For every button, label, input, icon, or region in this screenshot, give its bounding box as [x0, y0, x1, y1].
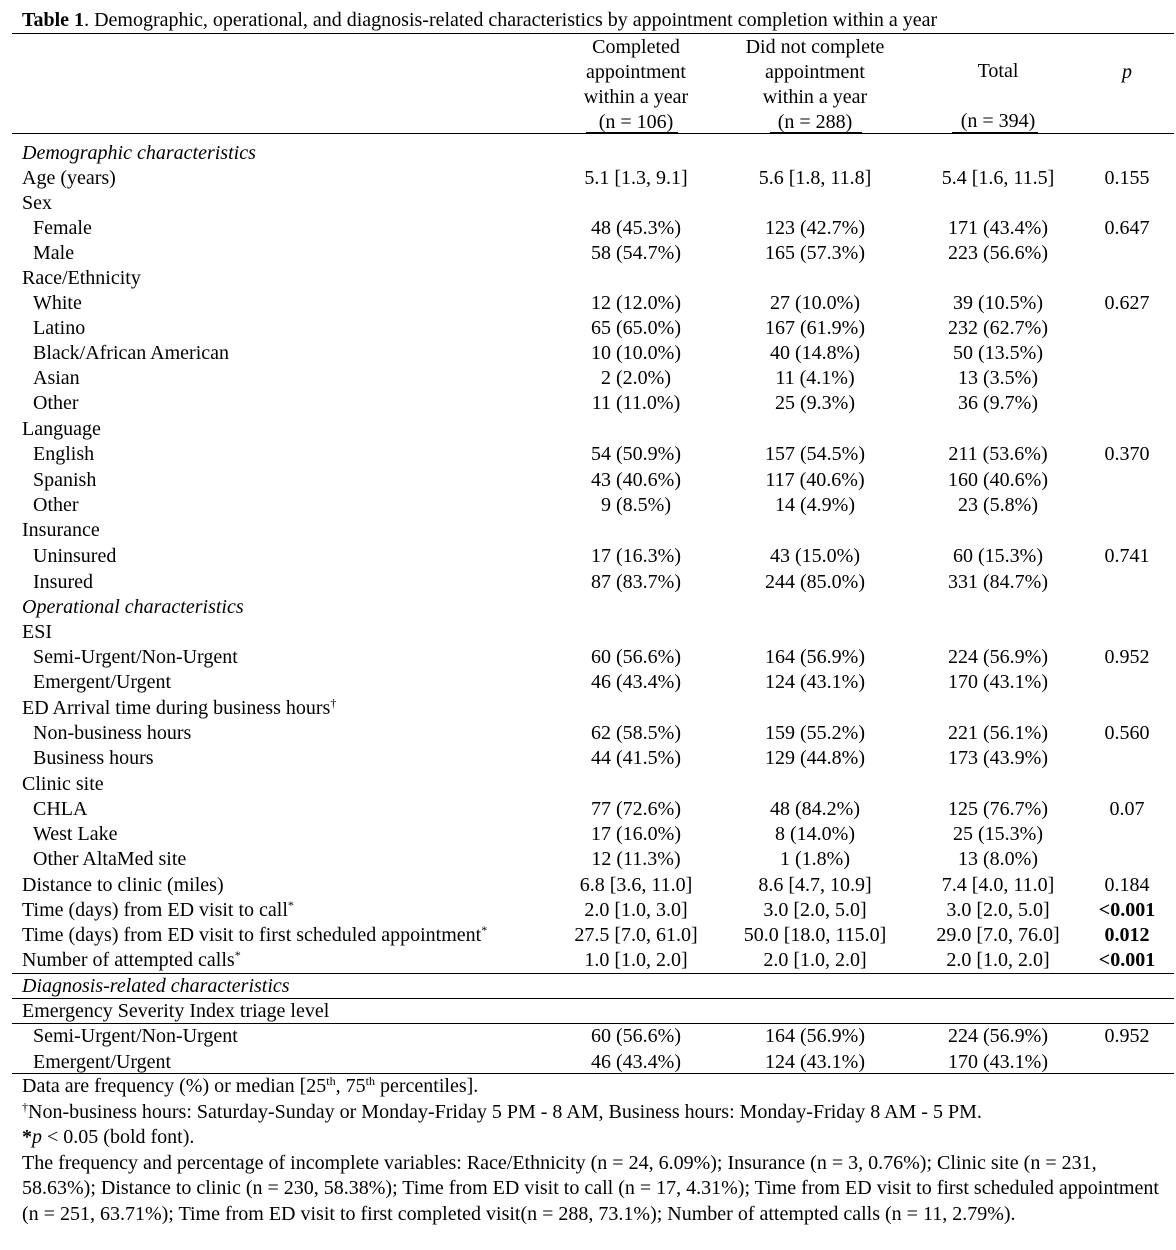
row-label: Insured: [33, 571, 93, 593]
cell-not-completed: 157 (54.5%): [765, 443, 865, 465]
cell-not-completed: 159 (55.2%): [765, 722, 865, 744]
cell-completed: 5.1 [1.3, 9.1]: [584, 167, 688, 189]
cell-completed: 62 (58.5%): [591, 722, 681, 744]
cell-not-completed: 8.6 [4.7, 10.9]: [758, 874, 872, 896]
cell-p-value: 0.952: [1104, 646, 1150, 668]
row-label: Asian: [33, 367, 80, 389]
row-label: Time (days) from ED visit to call: [22, 899, 288, 921]
cell-total: 13 (8.0%): [958, 848, 1038, 870]
row-label: Semi-Urgent/Non-Urgent: [33, 1025, 238, 1047]
top-rule: [12, 33, 1174, 34]
row-label-wrap: [22, 898, 294, 923]
cell-completed: 60 (56.6%): [591, 1025, 681, 1047]
row-label: Demographic characteristics: [22, 142, 256, 164]
table-row: [0, 417, 1176, 442]
cell-completed: 46 (43.4%): [591, 1051, 681, 1073]
cell-completed: 48 (45.3%): [591, 217, 681, 239]
row-label: Male: [33, 242, 75, 264]
cell-completed: 43 (40.6%): [591, 469, 681, 491]
header-p: p: [1122, 61, 1132, 83]
row-label: Spanish: [33, 469, 97, 491]
row-label: Emergent/Urgent: [33, 671, 172, 693]
section-row: [0, 595, 1176, 620]
cell-not-completed: 43 (15.0%): [770, 545, 860, 567]
cell-total: 221 (56.1%): [948, 722, 1048, 744]
table-row: [0, 166, 1176, 191]
cell-completed: 65 (65.0%): [591, 317, 681, 339]
table-row: [0, 797, 1176, 822]
cell-completed: 54 (50.9%): [591, 443, 681, 465]
table-row: [0, 191, 1176, 216]
cell-not-completed: 129 (44.8%): [765, 747, 865, 769]
cell-not-completed: 48 (84.2%): [770, 798, 860, 820]
row-label: Female: [33, 217, 92, 239]
table-row: [0, 847, 1176, 872]
section-rule: [12, 973, 1174, 974]
cell-not-completed: 124 (43.1%): [765, 1051, 865, 1073]
section-rule: [12, 998, 1174, 999]
table-row: [0, 999, 1176, 1024]
table-row: [0, 620, 1176, 645]
cell-p-value: 0.627: [1104, 292, 1150, 314]
cell-total: 232 (62.7%): [948, 317, 1048, 339]
note-business-hours: †Non-business hours: Saturday-Sunday or Monday-Friday 5 PM - 8 AM, Business hours: Monday-Friday 8 AM - 5 PM.: [22, 1099, 982, 1123]
header-not-completed: Did not complete appointment within a year (n = 288): [745, 36, 885, 133]
cell-completed: 17 (16.0%): [591, 823, 681, 845]
cell-total: 160 (40.6%): [948, 469, 1048, 491]
row-label: Emergent/Urgent: [33, 1051, 172, 1073]
table-row: [0, 772, 1176, 797]
header-total: Total (n = 394): [960, 60, 1036, 132]
table-row: [0, 1024, 1176, 1049]
table-row: [0, 696, 1176, 721]
cell-total: 2.0 [1.0, 2.0]: [946, 949, 1050, 971]
row-label: Business hours: [33, 747, 154, 769]
section-row: [0, 974, 1176, 999]
footnote-marker: †: [330, 696, 337, 710]
cell-total: 23 (5.8%): [958, 494, 1038, 516]
cell-total: 170 (43.1%): [948, 671, 1048, 693]
row-label: Clinic site: [22, 773, 104, 795]
row-label: White: [33, 292, 82, 314]
cell-total: 50 (13.5%): [953, 342, 1043, 364]
table-row: [0, 316, 1176, 341]
cell-completed: 2 (2.0%): [601, 367, 671, 389]
header-rule: [12, 133, 1174, 134]
row-label: Distance to clinic (miles): [22, 874, 224, 896]
cell-not-completed: 5.6 [1.8, 11.8]: [758, 167, 872, 189]
cell-total: 60 (15.3%): [953, 545, 1043, 567]
cell-p-value: 0.647: [1104, 217, 1150, 239]
cell-not-completed: 164 (56.9%): [765, 1025, 865, 1047]
table-row: [0, 391, 1176, 416]
cell-completed: 60 (56.6%): [591, 646, 681, 668]
row-label: Time (days) from ED visit to first scheduled appointment: [22, 924, 482, 946]
row-label: Diagnosis-related characteristics: [22, 975, 290, 997]
row-label: Other: [33, 392, 79, 414]
table-row: [0, 746, 1176, 771]
note-significance: *p < 0.05 (bold font).: [22, 1126, 195, 1148]
cell-completed: 44 (41.5%): [591, 747, 681, 769]
cell-p-value: 0.952: [1104, 1025, 1150, 1047]
row-label: Operational characteristics: [22, 596, 244, 618]
row-label: Number of attempted calls: [22, 949, 235, 971]
cell-p-value: <0.001: [1098, 949, 1156, 971]
row-label: Age (years): [22, 167, 116, 189]
row-label-wrap: [22, 696, 336, 721]
cell-total: 13 (3.5%): [958, 367, 1038, 389]
section-row: [0, 141, 1176, 166]
cell-p-value: 0.155: [1104, 167, 1150, 189]
row-label: Insurance: [22, 519, 100, 541]
cell-not-completed: 3.0 [2.0, 5.0]: [763, 899, 867, 921]
cell-completed: 1.0 [1.0, 2.0]: [584, 949, 688, 971]
row-label-wrap: [22, 948, 241, 973]
cell-total: 224 (56.9%): [948, 646, 1048, 668]
table-row: [0, 518, 1176, 543]
table-row: [0, 898, 1176, 923]
note-data-format: Data are frequency (%) or median [25th, 75th percentiles].: [22, 1074, 479, 1097]
row-label: English: [33, 443, 95, 465]
row-label: CHLA: [33, 798, 88, 820]
cell-not-completed: 123 (42.7%): [765, 217, 865, 239]
cell-total: 36 (9.7%): [958, 392, 1038, 414]
cell-total: 7.4 [4.0, 11.0]: [941, 874, 1055, 896]
table-row: [0, 923, 1176, 948]
row-label: Race/Ethnicity: [22, 267, 141, 289]
cell-total: 5.4 [1.6, 11.5]: [941, 167, 1055, 189]
table-row: [0, 721, 1176, 746]
cell-not-completed: 164 (56.9%): [765, 646, 865, 668]
cell-total: 39 (10.5%): [953, 292, 1043, 314]
cell-completed: 11 (11.0%): [591, 392, 681, 414]
row-label-wrap: [22, 923, 487, 948]
cell-total: 3.0 [2.0, 5.0]: [946, 899, 1050, 921]
cell-total: 211 (53.6%): [948, 443, 1048, 465]
cell-total: 224 (56.9%): [948, 1025, 1048, 1047]
cell-total: 125 (76.7%): [948, 798, 1048, 820]
cell-total: 331 (84.7%): [948, 571, 1048, 593]
table-row: [0, 873, 1176, 898]
note-incomplete-variables: The frequency and percentage of incomplete variables: Race/Ethnicity (n = 24, 6.09%); Insurance (n = 3, 0.76%); Clinic site (n = 231, 58.63%); Distance to clinic (n = 230, 58.38%); Time from ED visit to call (n = 17, 4.31%); Time from ED visit to first scheduled appointment (n = 251, 63.71%); Time from ED visit to first completed visit(n = 288, 73.1%); Number of attempted calls (n = 11, 2.79%).: [22, 1151, 1159, 1225]
cell-p-value: 0.370: [1104, 443, 1150, 465]
section-rule: [12, 1023, 1174, 1024]
row-label: ESI: [22, 621, 52, 643]
table-row: [0, 216, 1176, 241]
cell-total: 25 (15.3%): [953, 823, 1043, 845]
table-row: [0, 544, 1176, 569]
cell-total: 170 (43.1%): [948, 1051, 1048, 1073]
table-row: [0, 570, 1176, 595]
table-row: [0, 822, 1176, 847]
table-row: [0, 366, 1176, 391]
footnote-marker: *: [481, 923, 488, 937]
row-label: Other AltaMed site: [33, 848, 187, 870]
table-row: [0, 1050, 1176, 1075]
cell-not-completed: 167 (61.9%): [765, 317, 865, 339]
table-row: [0, 948, 1176, 973]
row-label: Emergency Severity Index triage level: [22, 1000, 330, 1022]
table-caption: [22, 8, 937, 32]
cell-completed: 10 (10.0%): [591, 342, 681, 364]
cell-completed: 17 (16.3%): [591, 545, 681, 567]
cell-not-completed: 165 (57.3%): [765, 242, 865, 264]
row-label: Uninsured: [33, 545, 117, 567]
cell-not-completed: 124 (43.1%): [765, 671, 865, 693]
footnote-marker: *: [234, 948, 241, 962]
cell-total: 171 (43.4%): [948, 217, 1048, 239]
cell-not-completed: 14 (4.9%): [775, 494, 855, 516]
cell-p-value: 0.741: [1104, 545, 1150, 567]
cell-completed: 46 (43.4%): [591, 671, 681, 693]
cell-completed: 2.0 [1.0, 3.0]: [584, 899, 688, 921]
cell-not-completed: 1 (1.8%): [780, 848, 850, 870]
table-label: Table 1: [22, 9, 85, 31]
table-row: [0, 645, 1176, 670]
table-row: [0, 291, 1176, 316]
cell-completed: 77 (72.6%): [591, 798, 681, 820]
table-title: . Demographic, operational, and diagnosis-related characteristics by appointment completion within a year: [84, 9, 938, 31]
cell-total: 223 (56.6%): [948, 242, 1048, 264]
table-row: [0, 493, 1176, 518]
cell-not-completed: 244 (85.0%): [765, 571, 865, 593]
cell-completed: 12 (12.0%): [591, 292, 681, 314]
cell-completed: 9 (8.5%): [601, 494, 671, 516]
row-label: West Lake: [33, 823, 118, 845]
cell-not-completed: 27 (10.0%): [770, 292, 860, 314]
cell-completed: 12 (11.3%): [591, 848, 681, 870]
table-row: [0, 266, 1176, 291]
cell-p-value: 0.07: [1109, 798, 1145, 820]
cell-not-completed: 40 (14.8%): [770, 342, 860, 364]
cell-p-value: 0.012: [1104, 924, 1150, 946]
cell-p-value: 0.184: [1104, 874, 1150, 896]
table-row: [0, 468, 1176, 493]
footnote-marker: *: [287, 898, 294, 912]
table-notes: [22, 1074, 1170, 1227]
row-label: Non-business hours: [33, 722, 192, 744]
table-row: [0, 670, 1176, 695]
cell-completed: 87 (83.7%): [591, 571, 681, 593]
cell-p-value: 0.560: [1104, 722, 1150, 744]
cell-not-completed: 2.0 [1.0, 2.0]: [763, 949, 867, 971]
cell-completed: 6.8 [3.6, 11.0]: [579, 874, 693, 896]
row-label: ED Arrival time during business hours: [22, 697, 331, 719]
cell-total: 29.0 [7.0, 76.0]: [936, 924, 1060, 946]
row-label: Semi-Urgent/Non-Urgent: [33, 646, 238, 668]
cell-completed: 58 (54.7%): [591, 242, 681, 264]
row-label: Sex: [22, 192, 52, 214]
table-row: [0, 442, 1176, 467]
cell-not-completed: 8 (14.0%): [775, 823, 855, 845]
cell-total: 173 (43.9%): [948, 747, 1048, 769]
row-label: Other: [33, 494, 79, 516]
header-completed: Completed appointment within a year (n = 106): [583, 36, 689, 133]
cell-not-completed: 25 (9.3%): [775, 392, 855, 414]
cell-not-completed: 50.0 [18.0, 115.0]: [743, 924, 887, 946]
row-label: Latino: [33, 317, 86, 339]
cell-p-value: <0.001: [1098, 899, 1156, 921]
table-row: [0, 341, 1176, 366]
cell-not-completed: 11 (4.1%): [775, 367, 855, 389]
table-row: [0, 241, 1176, 266]
cell-completed: 27.5 [7.0, 61.0]: [574, 924, 698, 946]
cell-not-completed: 117 (40.6%): [765, 469, 865, 491]
row-label: Language: [22, 418, 101, 440]
row-label: Black/African American: [33, 342, 230, 364]
